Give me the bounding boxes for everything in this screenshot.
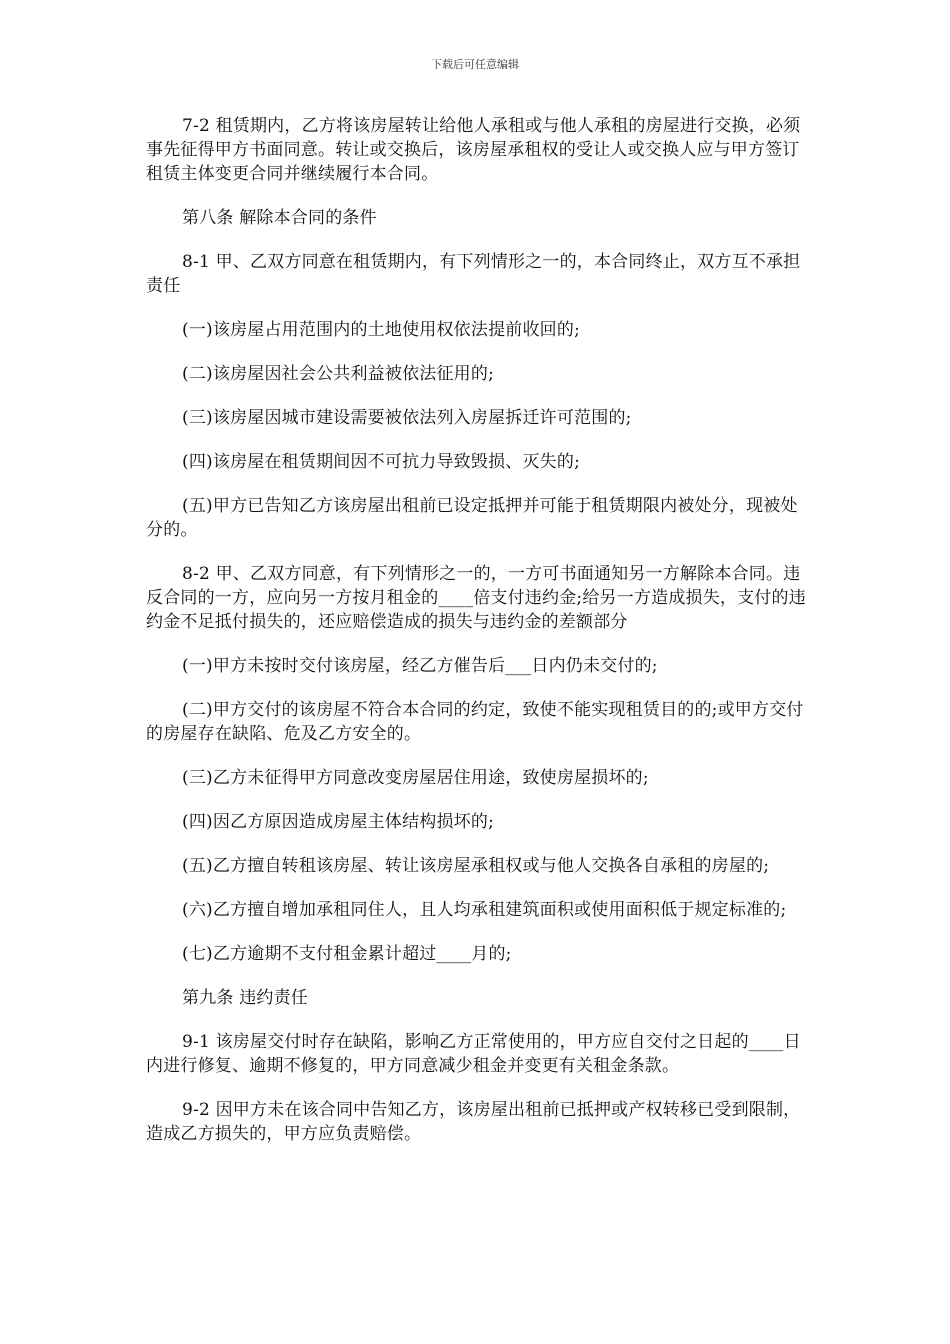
page-header: 下载后可任意编辑 — [431, 58, 519, 71]
clause-8-2-item-3: (三)乙方未征得甲方同意改变房屋居住用途，致使房屋损坏的; — [182, 768, 649, 788]
article-8-heading: 第八条 解除本合同的条件 — [182, 208, 377, 228]
clause-8-2-item-5: (五)乙方擅自转租该房屋、转让该房屋承租权或与他人交换各自承租的房屋的; — [182, 856, 770, 876]
clause-9-1: 9-1 该房屋交付时存在缺陷，影响乙方正常使用的，甲方应自交付之日起的____日内进行修复、逾期不修复的，甲方同意减少租金并变更有关租金条款。 — [146, 1032, 801, 1076]
clause-8-1-item-2: (二)该房屋因社会公共利益被依法征用的; — [182, 364, 494, 384]
clause-7-2: 7-2 租赁期内，乙方将该房屋转让给他人承租或与他人承租的房屋进行交换，必须事先征得甲方书面同意。转让或交换后，该房屋承租权的受让人或交换人应与甲方签订租赁主体变更合同并继续履行本合同。 — [146, 116, 801, 184]
clause-8-2: 8-2 甲、乙双方同意，有下列情形之一的，一方可书面通知另一方解除本合同。违反合同的一方，应向另一方按月租金的____倍支付违约金;给另一方造成损失，支付的违约金不足抵付损失的，还应赔偿造成的损失与违约金的差额部分 — [146, 564, 806, 632]
clause-8-2-item-7: (七)乙方逾期不支付租金累计超过____月的; — [182, 944, 512, 964]
clause-8-2-item-2: (二)甲方交付的该房屋不符合本合同的约定，致使不能实现租赁目的的;或甲方交付的房屋存在缺陷、危及乙方安全的。 — [146, 700, 804, 744]
article-9-heading: 第九条 违约责任 — [182, 988, 309, 1008]
clause-8-1-item-1: (一)该房屋占用范围内的土地使用权依法提前收回的; — [182, 320, 580, 340]
document-body — [146, 114, 810, 1166]
clause-8-2-item-4: (四)因乙方原因造成房屋主体结构损坏的; — [182, 812, 494, 832]
clause-8-2-item-1: (一)甲方未按时交付该房屋，经乙方催告后___日内仍未交付的; — [182, 656, 658, 676]
clause-8-1-item-5: (五)甲方已告知乙方该房屋出租前已设定抵押并可能于租赁期限内被处分，现被处分的。 — [146, 496, 798, 540]
clause-9-2: 9-2 因甲方未在该合同中告知乙方，该房屋出租前已抵押或产权转移已受到限制，造成乙方损失的，甲方应负责赔偿。 — [146, 1100, 801, 1144]
clause-8-2-item-6: (六)乙方擅自增加承租同住人，且人均承租建筑面积或使用面积低于规定标准的; — [182, 900, 787, 920]
clause-8-1-item-4: (四)该房屋在租赁期间因不可抗力导致毁损、灭失的; — [182, 452, 580, 472]
clause-8-1: 8-1 甲、乙双方同意在租赁期内，有下列情形之一的，本合同终止，双方互不承担责任 — [146, 252, 801, 296]
clause-8-1-item-3: (三)该房屋因城市建设需要被依法列入房屋拆迁许可范围的; — [182, 408, 632, 428]
